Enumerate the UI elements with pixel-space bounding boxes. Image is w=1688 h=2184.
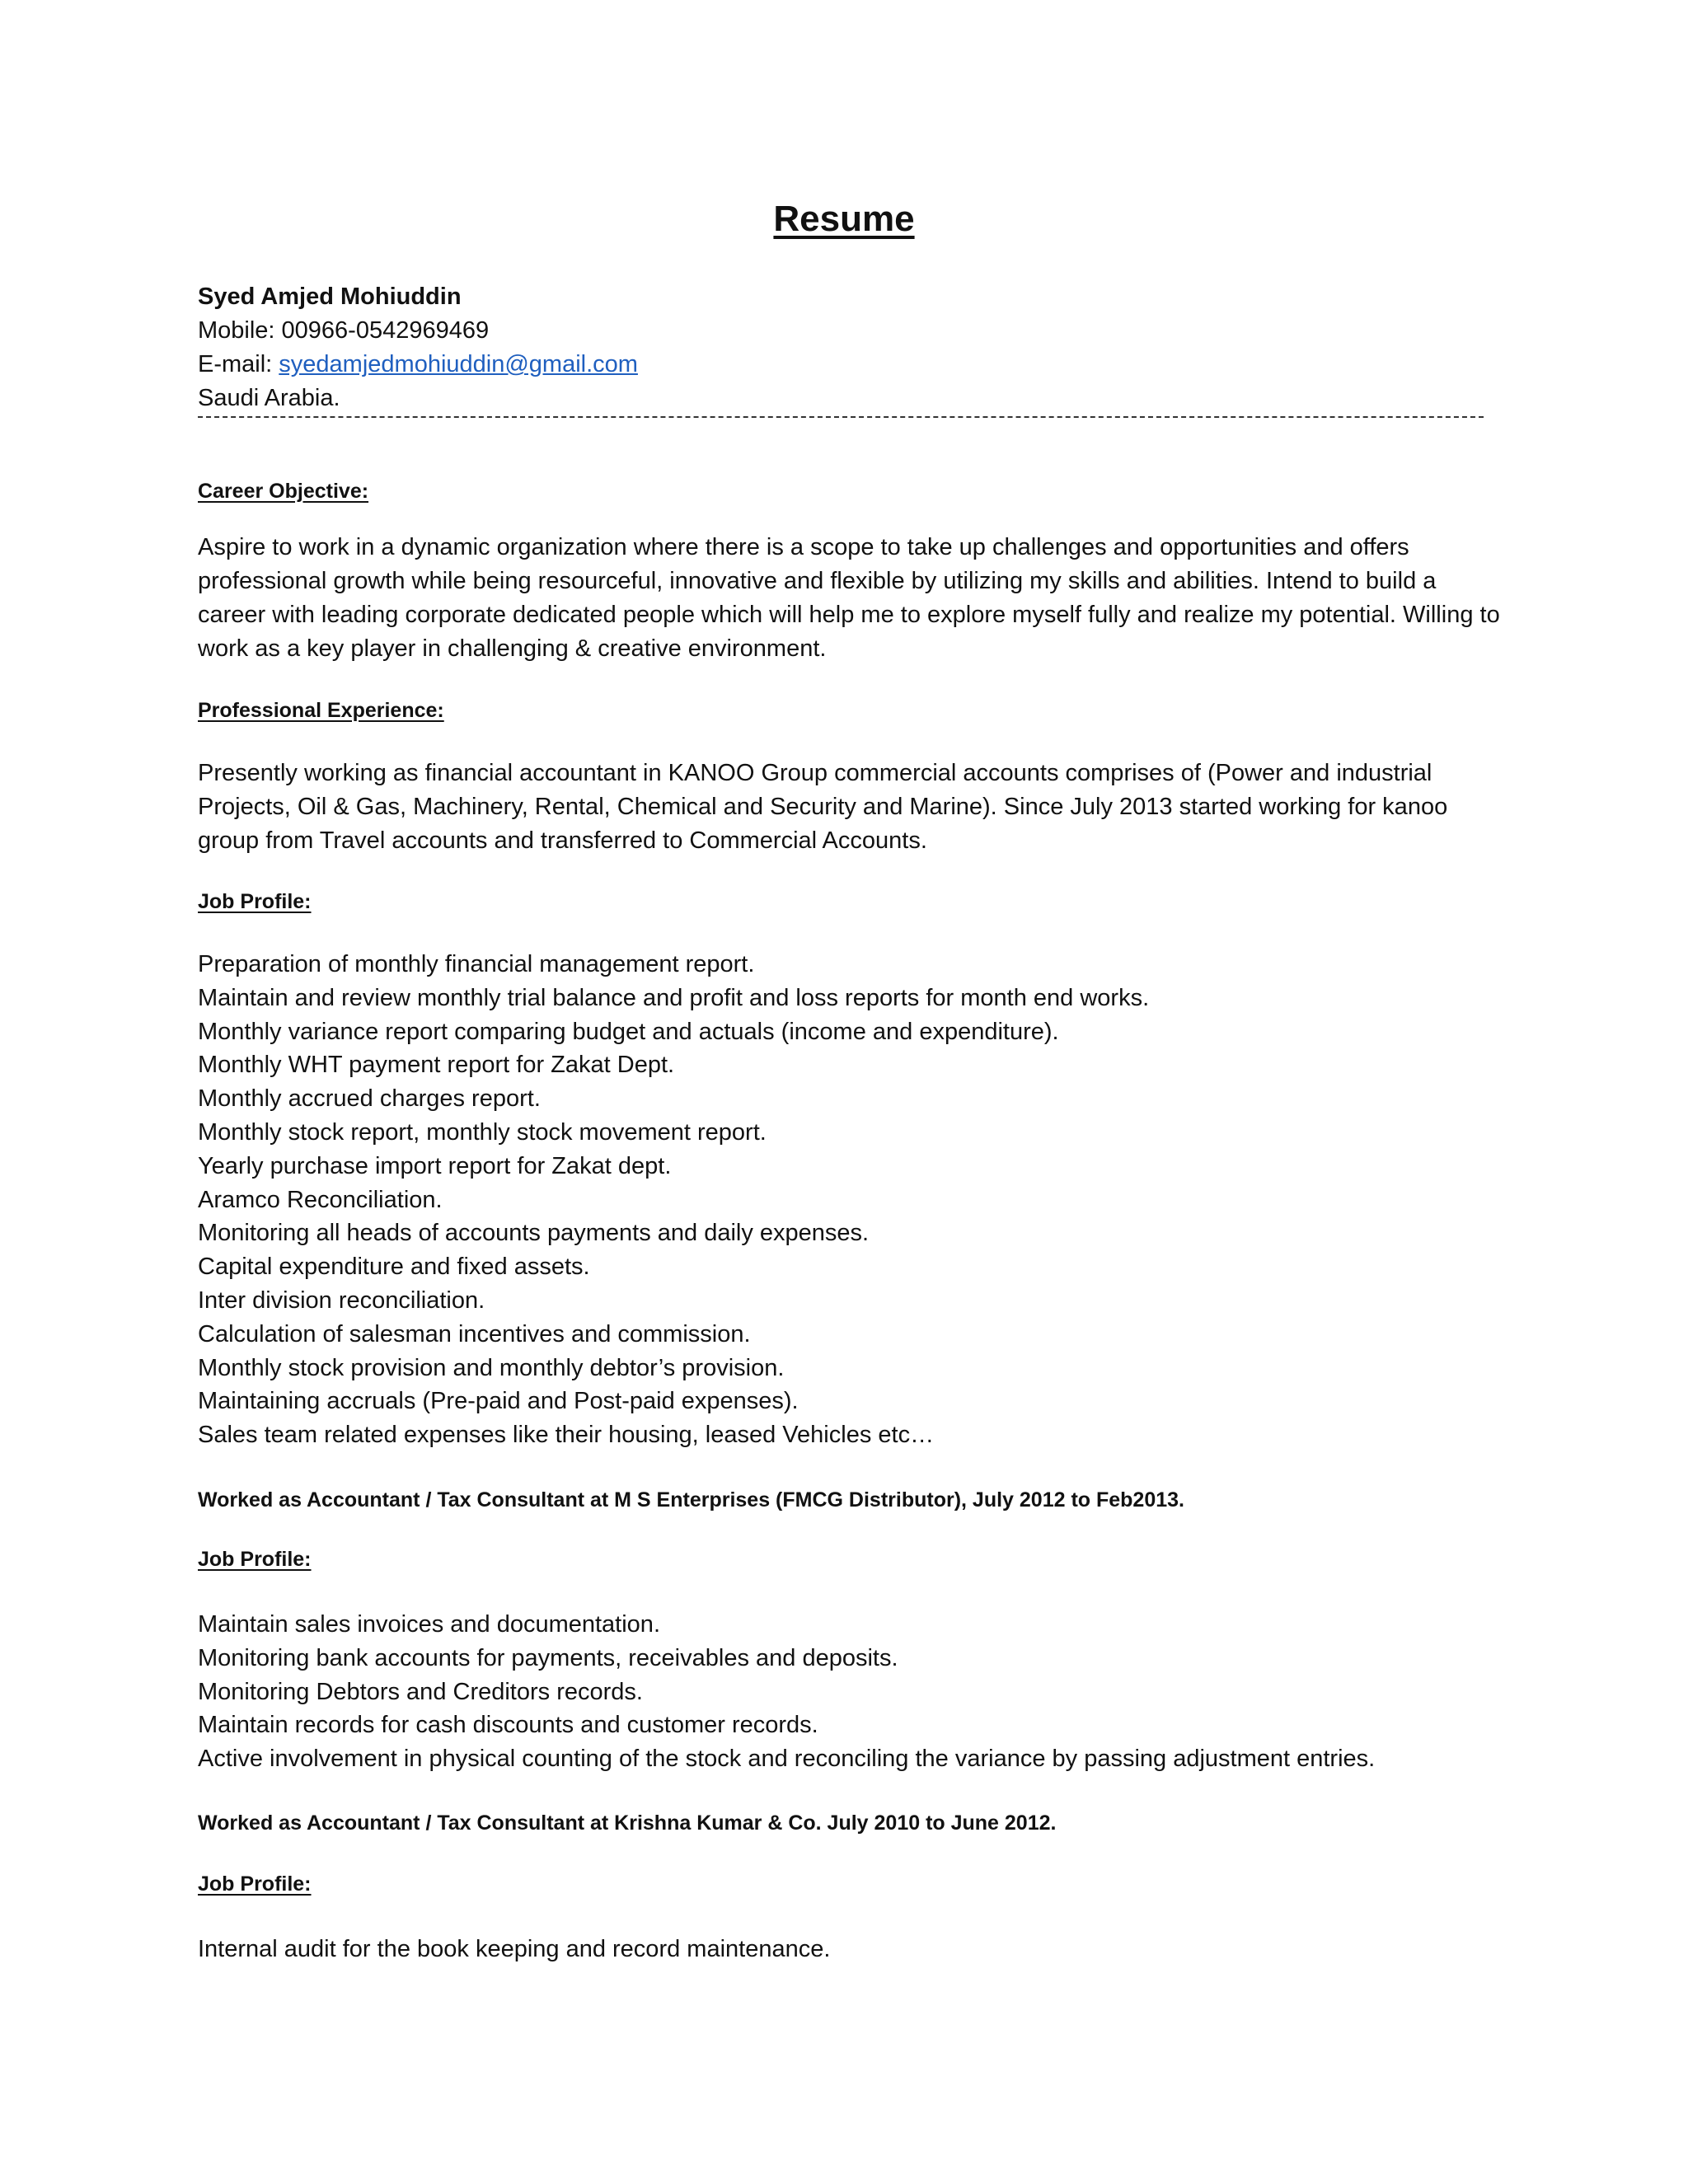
list-item: Calculation of salesman incentives and commission.	[198, 1320, 751, 1347]
experience-3-title: Worked as Accountant / Tax Consultant at Krishna Kumar & Co. July 2010 to June 2012.	[198, 1811, 1057, 1835]
list-item: Monthly stock provision and monthly debtor’s provision.	[198, 1354, 785, 1381]
job-profile-2-list	[198, 1608, 1533, 1776]
list-item: Monitoring Debtors and Creditors records.	[198, 1678, 643, 1705]
list-item: Maintain records for cash discounts and customer records.	[198, 1712, 818, 1739]
list-item: Monthly stock report, monthly stock movement report.	[198, 1118, 767, 1146]
list-item: Monthly variance report comparing budget and actuals (income and expenditure).	[198, 1018, 1059, 1045]
page-title: Resume	[773, 199, 915, 239]
email-line	[198, 348, 638, 382]
list-item: Monitoring bank accounts for payments, receivables and deposits.	[198, 1644, 898, 1671]
professional-experience-text: Presently working as financial accountant in KANOO Group commercial accounts comprises of (Power and industrial Projects, Oil & Gas, Machinery, Rental, Chemical and Security and Marine). Since July 2013 started working for kanoo group from Travel accounts and transferred to Commercial Accounts.	[198, 760, 1448, 854]
list-item: Maintain sales invoices and documentation.	[198, 1611, 660, 1638]
list-item: Aramco Reconciliation.	[198, 1186, 443, 1213]
list-item: Active involvement in physical counting of the stock and reconciling the variance by passing adjustment entries.	[198, 1746, 1376, 1773]
career-objective-text: Aspire to work in a dynamic organization where there is a scope to take up challenges and opportunities and offers professional growth while being resourceful, innovative and flexible by utilizing my skills and abilities. Intend to build a career with leading corporate dedicated people which will help me to explore myself fully and realize my potential. Willing to work as a key player in challenging & creative environment.	[198, 534, 1500, 662]
candidate-name: Syed Amjed Mohiuddin	[198, 284, 462, 310]
mobile-number: Mobile: 00966-0542969469	[198, 317, 490, 344]
professional-experience-heading: Professional Experience:	[198, 699, 444, 722]
location: Saudi Arabia.	[198, 385, 340, 411]
email-link[interactable]: syedamjedmohiuddin@gmail.com	[279, 351, 638, 377]
job-profile-2-heading: Job Profile:	[198, 1548, 312, 1571]
list-item: Monthly accrued charges report.	[198, 1085, 541, 1113]
job-profile-3-list	[198, 1933, 1533, 1966]
job-profile-3-heading: Job Profile:	[198, 1872, 312, 1896]
list-item: Sales team related expenses like their housing, leased Vehicles etc…	[198, 1422, 935, 1449]
list-item: Maintaining accruals (Pre-paid and Post-paid expenses).	[198, 1388, 799, 1415]
list-item: Yearly purchase import report for Zakat dept.	[198, 1152, 672, 1179]
list-item: Maintain and review monthly trial balance and profit and loss reports for month end works.	[198, 984, 1150, 1011]
job-profile-1-list	[198, 948, 1533, 1452]
email-label: E-mail:	[198, 351, 279, 377]
career-objective-heading: Career Objective:	[198, 480, 369, 503]
experience-2-title: Worked as Accountant / Tax Consultant at M S Enterprises (FMCG Distributor), July 2012 to Feb2013.	[198, 1488, 1184, 1511]
list-item: Monthly WHT payment report for Zakat Dept.	[198, 1052, 675, 1079]
list-item: Capital expenditure and fixed assets.	[198, 1254, 590, 1281]
list-item: Inter division reconciliation.	[198, 1286, 485, 1314]
list-item: Monitoring all heads of accounts payments and daily expenses.	[198, 1220, 870, 1247]
section-divider	[198, 416, 1484, 418]
list-item: Preparation of monthly financial management report.	[198, 951, 755, 977]
list-item: Internal audit for the book keeping and record maintenance.	[198, 1936, 831, 1962]
job-profile-1-heading: Job Profile:	[198, 890, 312, 913]
contact-block	[198, 280, 638, 415]
